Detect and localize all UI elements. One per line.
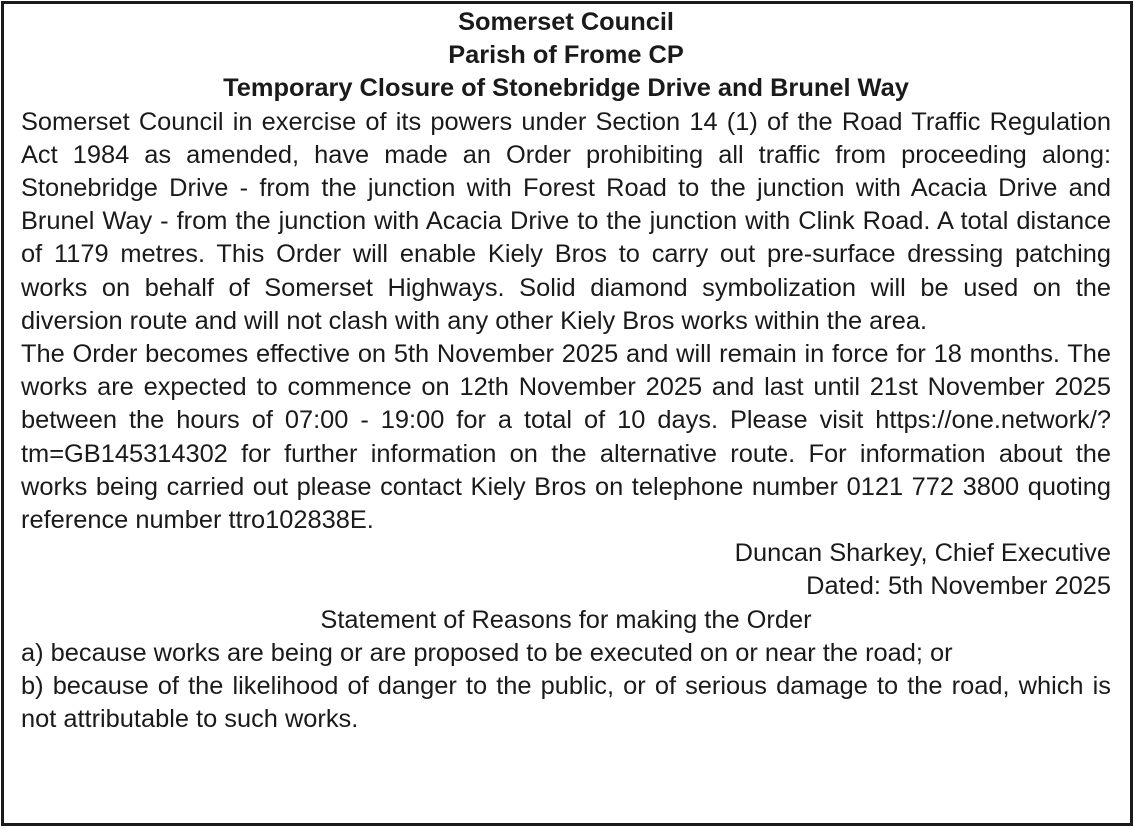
notice-parish: Parish of Frome CP — [448, 41, 684, 70]
reasons-heading: Statement of Reasons for making the Order — [320, 605, 812, 634]
notice-paragraph-order: Somerset Council in exercise of its powers under Section 14 (1) of the Road Traffic Regulation Act 1984 as amended, have made an Order prohibiting all traffic from proceeding along: Stonebridge Drive - from the junction with Forest Road to the junction with Acacia Drive and Brunel Way - from the junction with Acacia Drive to the junction with Clink Road. A total distance of 1179 metres. This Order will enable Kiely Bros to carry out pre-surface dressing patching works on behalf of Somerset Highways. Solid diamond symbolization will be used on the diversion route and will not clash with any other Kiely Bros works within the area. — [21, 107, 1111, 335]
notice-title: Temporary Closure of Stonebridge Drive and Brunel Way — [223, 74, 909, 103]
notice-authority: Somerset Council — [458, 8, 674, 36]
reason-a: a) because works are being or are proposed to be executed on or near the road; or — [21, 638, 953, 667]
notice-signatory: Duncan Sharkey, Chief Executive — [734, 539, 1111, 568]
notice-dated: Dated: 5th November 2025 — [806, 572, 1111, 601]
notice-paragraph-dates: The Order becomes effective on 5th November 2025 and will remain in force for 18 months. The works are expected to commence on 12th November 2025 and last until 21st November 2025 between the hours of 07:00 - 19:00 for a total of 10 days. Please visit https://one.network/?tm=GB145314302 for further information on the alternative route. For information about the works being carried out please contact Kiely Bros on telephone number 0121 772 3800 quoting reference number ttro102838E. — [21, 340, 1111, 535]
reason-b: b) because of the likelihood of danger to the public, or of serious damage to the road, which is not attributable to such works. — [21, 672, 1111, 734]
public-notice — [1, 1, 1133, 826]
